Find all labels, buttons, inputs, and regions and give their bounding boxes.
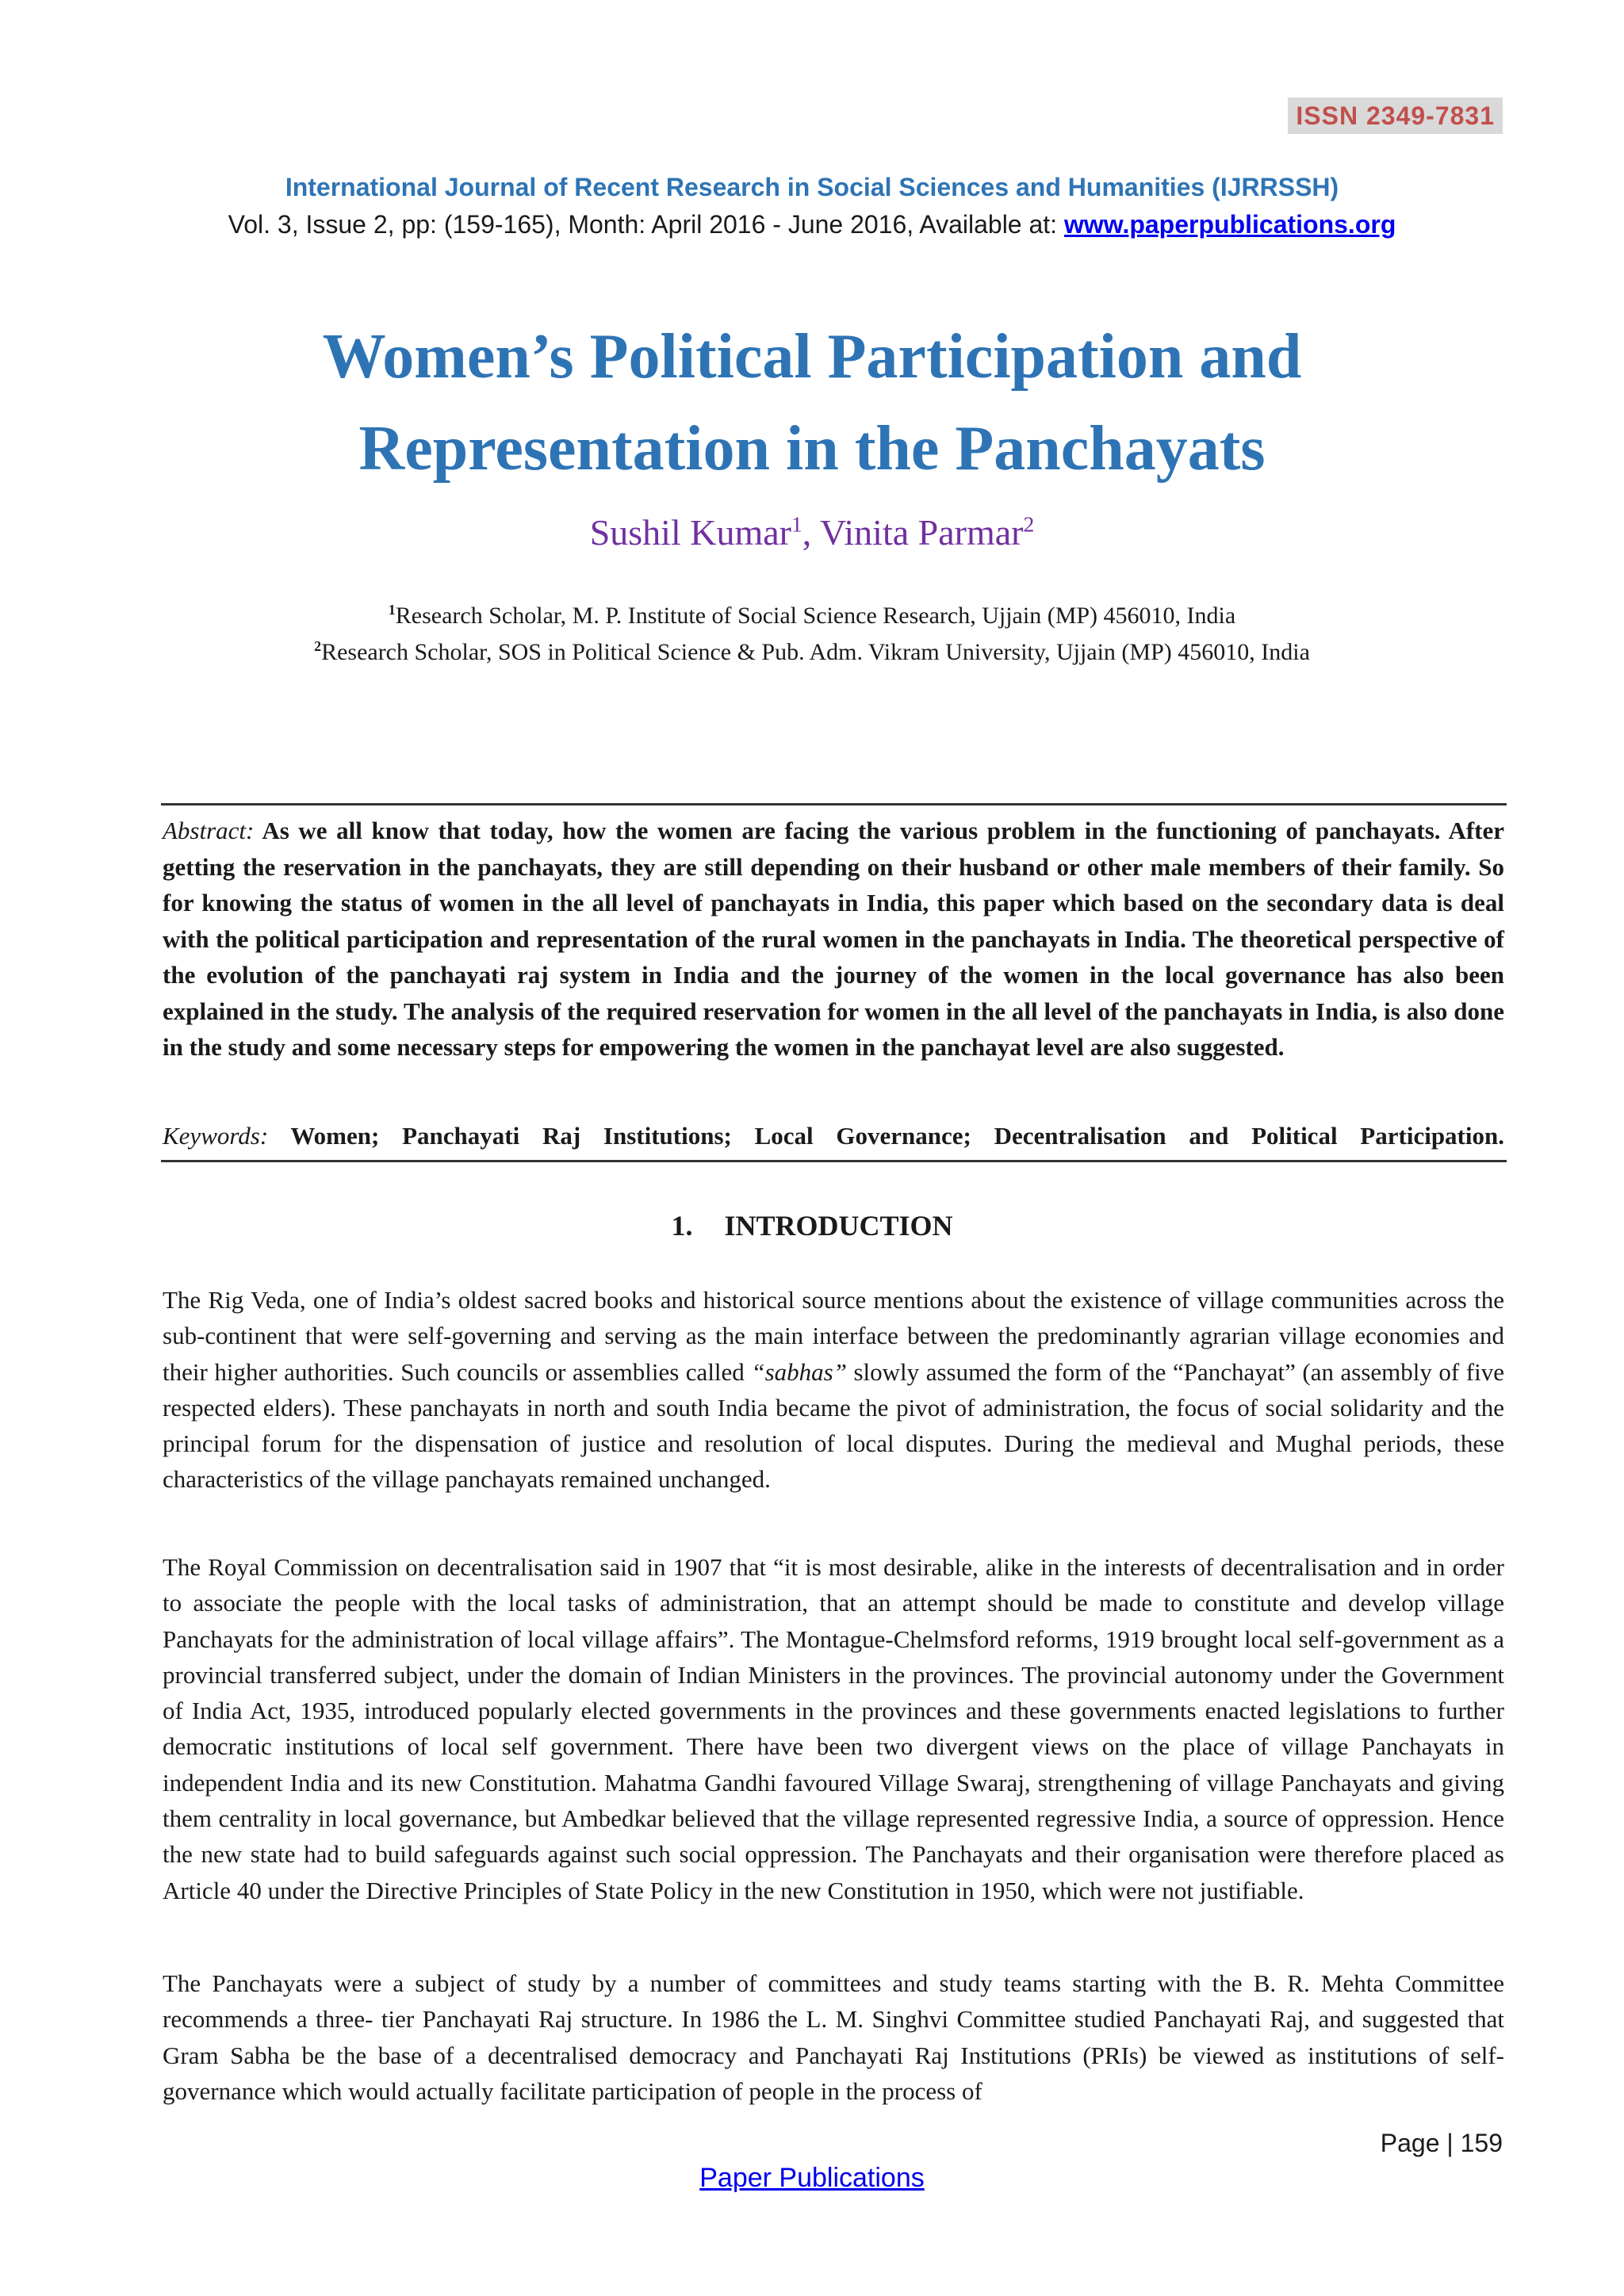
section-number: 1. [671, 1210, 693, 1242]
body-paragraph-2: The Royal Commission on decentralisation said in 1907 that “it is most desirable, alike in the interests of decentralisation and in order to associate the people with the local tasks of administration, that an attempt should be made to constitute and develop village Panchayats for the administration of local village affairs”. The Montague-Chelmsford reforms, 1919 brought local self-government as a provincial transferred subject, under the domain of Indian Ministers in the provinces. The provincial autonomy under the Government of India Act, 1935, introduced popularly elected governments in the provinces and these governments enacted legislations to further democratic institutions of local self government. There have been two divergent views on the place of village Panchayats in independent India and its new Constitution. Mahatma Gandhi favoured Village Swaraj, strengthening of village Panchayats and giving them centrality in local governance, but Ambedkar believed that the village represented regressive India, a source of oppression. Hence the new state had to build safeguards against such social oppression. The Panchayats and their organisation were therefore placed as Article 40 under the Directive Principles of State Policy in the new Constitution in 1950, which were not justifiable. [163, 1553, 1504, 1904]
body-paragraph-1 [163, 1282, 1504, 1498]
affiliation-2-text: Research Scholar, SOS in Political Science & Pub. Adm. Vikram University, Ujjain (MP) 456010, India [321, 639, 1310, 665]
section-heading [0, 1209, 1624, 1242]
page-number: Page | 159 [1380, 2129, 1503, 2157]
journal-website-link[interactable]: www.paperpublications.org [1063, 210, 1396, 239]
affiliation-1-text: Research Scholar, M. P. Institute of Social Science Research, Ujjain (MP) 456010, India [395, 603, 1236, 629]
issn-badge: ISSN 2349-7831 [1288, 98, 1503, 134]
affiliation-2 [0, 639, 1624, 666]
abstract-text: As we all know that today, how the women are facing the various problem in the functioning of panchayats. After getting the reservation in the panchayats, they are still depending on their husband or other male members of their family. So for knowing the status of women in the all level of panchayats in India, this paper which based on the secondary data is deal with the political participation and representation of the rural women in the panchayats in India. The theoretical perspective of the evolution of the panchayati raj system in India and the journey of the women in the local governance has also been explained in the study. The analysis of the required reservation for women in the all level of the panchayats in India, is also done in the study and some necessary steps for empowering the women in the panchayat level are also suggested. [163, 817, 1505, 1061]
author-list [0, 511, 1624, 553]
abstract-top-rule [161, 803, 1507, 806]
paper-title [0, 311, 1624, 495]
journal-info-text: Vol. 3, Issue 2, pp: (159-165), Month: April 2016 - June 2016, Available at: [228, 210, 1064, 239]
author-1-affiliation-mark: 1 [791, 511, 802, 537]
paragraph-1-part-b: slowly assumed the form of the “Panchayat” (an assembly of five respected elders). These panchayats in north and south India became the pivot of administration, the focus of social solidarity and the principal forum for the dispensation of justice and resolution of local disputes. During the medieval and Mughal periods, these characteristics of the village panchayats remained unchanged. [163, 1357, 1504, 1494]
journal-info [0, 210, 1624, 239]
affiliation-2-mark: 2 [314, 638, 322, 654]
paper-title-line-2: Representation in the Panchayats [358, 414, 1266, 484]
journal-name: International Journal of Recent Research in Social Sciences and Humanities (IJRRSSH) [285, 173, 1339, 201]
keywords-label: Keywords: [163, 1122, 269, 1150]
affiliation-1 [0, 603, 1624, 629]
keywords [163, 1118, 1504, 1154]
abstract [163, 813, 1504, 1066]
body-paragraph-3: The Panchayats were a subject of study by a number of committees and study teams starting with the B. R. Mehta Committee recommends a three- tier Panchayati Raj structure. In 1986 the L. M. Singhvi Committee studied Panchayati Raj, and suggested that Gram Sabha be the base of a decentralised democracy and Panchayati Raj Institutions (PRIs) be viewed as institutions of self-governance which would actually facilitate participation of people in the process of [163, 1969, 1504, 2105]
abstract-bottom-rule [161, 1160, 1507, 1162]
paragraph-1-part-a: The Rig Veda, one of India’s oldest sacred books and historical source mentions about the existence of village communities across the sub-continent that were self-governing and serving as the main interface between the predominantly agrarian village economies and their higher authorities. Such councils or assemblies called [163, 1286, 1504, 1386]
keywords-text: Women; Panchayati Raj Institutions; Local Governance; Decentralisation and Political Participation. [290, 1122, 1504, 1150]
affiliation-1-mark: 1 [388, 602, 396, 618]
author-2-affiliation-mark: 2 [1023, 511, 1035, 537]
author-2: Vinita Parmar [819, 512, 1024, 553]
section-title: INTRODUCTION [724, 1210, 953, 1242]
publisher-link[interactable]: Paper Publications [699, 2163, 925, 2193]
paper-title-line-1: Women’s Political Participation and [322, 322, 1302, 392]
author-separator: , [802, 512, 820, 553]
abstract-label: Abstract: [163, 817, 255, 844]
author-1: Sushil Kumar [589, 512, 791, 553]
paragraph-1-italic-term: “sabhas” [751, 1357, 847, 1386]
